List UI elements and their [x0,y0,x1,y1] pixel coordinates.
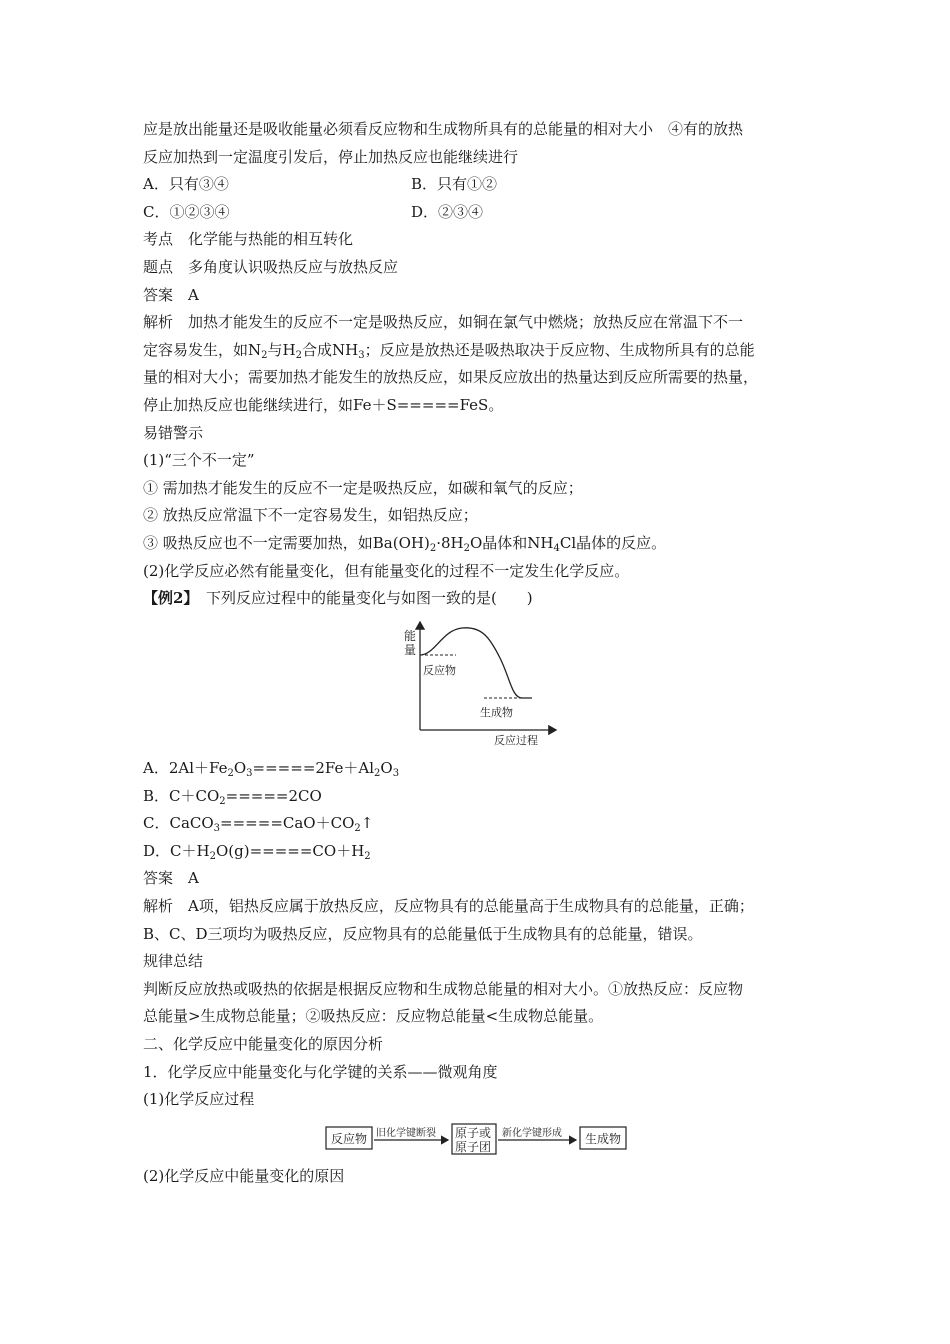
answer-line: 答案 A [143,869,199,888]
analysis-line: B、C、D三项均为吸热反应，反应物具有的总能量低于生成物具有的总能量，错误。 [143,924,703,943]
energy-curve [420,628,532,698]
bond-breaking-label: 旧化学键断裂 [376,1128,436,1139]
warning-subtitle: (2)化学反应必然有能量变化，但有能量变化的过程不一定发生化学反应。 [143,561,630,580]
analysis-line: 解析 A项，铝热反应属于放热反应，反应物具有的总能量高于生成物具有的总能量，正确； [143,896,754,915]
option-row [143,171,823,199]
product-label: 生成物 [480,706,513,719]
text-line: 应是放出能量还是吸收能量必须看反应物和生成物所具有的总能量的相对大小 ④有的放热 [143,120,744,138]
summary-line: 总能量>生成物总能量；②吸热反应：反应物总能量<生成物总能量。 [143,1007,604,1026]
energy-diagram [360,618,560,752]
warning-item: ② 放热反应常温下不一定容易发生，如铝热反应； [143,506,478,525]
y-axis-label-1: 能 [404,629,417,643]
warning-title: 易错警示 [143,423,204,442]
reaction-process-diagram [322,1122,628,1156]
kaodian-line: 考点 化学能与热能的相互转化 [143,230,354,249]
section-subtitle: 1．化学反应中能量变化与化学键的关系——微观角度 [143,1062,498,1081]
example-options-section [143,755,833,1114]
section-subtitle: (2)化学反应中能量变化的原因 [143,1167,345,1185]
section-subtitle: (1)化学反应过程 [143,1090,255,1109]
y-axis-label-2: 量 [404,643,417,657]
reactant-label: 反应物 [423,664,456,677]
option-b: B．只有①② [411,175,498,194]
option-d: D．$C+H_2O(g)=====CO+H_2$ [143,841,371,862]
analysis-line: 量的相对大小；需要加热才能发生的放热反应，如果反应放出的热量达到反应所需要的热量， [143,368,759,387]
x-axis-label: 反应过程 [494,734,538,747]
option-c: C．①②③④ [143,202,230,221]
atom-box-label-1: 原子或 [455,1126,492,1140]
tail-section [143,1163,344,1191]
atom-box-label-2: 原子团 [455,1140,492,1154]
answer-line: 答案 A [143,285,199,304]
section-title: 二、化学反应中能量变化的原因分析 [143,1034,384,1053]
document-body [143,116,823,613]
warning-item: ③ 吸热反应也不一定需要加热，如$Ba(OH)_2\cdot 8H_2O$晶体和$NH_4Cl$晶体的反应。 [143,533,667,554]
summary-line: 判断反应放热或吸热的依据是根据反应物和生成物总能量的相对大小。①放热反应：反应物 [143,979,744,998]
option-b: B．$C+CO_2=====2CO$ [143,786,322,807]
warning-subtitle: (1)“三个不一定” [143,451,255,470]
option-a: A．只有③④ [143,175,229,194]
reactant-box-label: 反应物 [331,1132,368,1146]
product-box-label: 生成物 [585,1132,622,1146]
option-row [143,199,823,227]
example-question: 下列反应过程中的能量变化与如图一致的是( ) [205,589,533,608]
summary-title: 规律总结 [143,952,204,971]
warning-item: ① 需加热才能发生的反应不一定是吸热反应，如碳和氧气的反应； [143,478,583,497]
option-c: C．$CaCO_3=====CaO+CO_2↑$ [143,814,374,835]
tidian-line: 题点 多角度认识吸热反应与放热反应 [143,257,399,276]
example-tag: 【例2】 [143,589,191,608]
analysis-line: 定容易发生，如$N_2$与$H_2$合成$NH_3$；反应是放热还是吸热取决于反应物、生成物所具有的总能 [143,340,755,361]
option-a: A．$2Al+Fe_2O_3=====2Fe+Al_2O_3$ [143,759,400,779]
analysis-line: 停止加热反应也能继续进行，如Fe＋S=====FeS。 [143,395,504,414]
text-line: 反应加热到一定温度引发后，停止加热反应也能继续进行 [143,147,519,166]
option-d: D．②③④ [411,202,484,221]
bond-forming-label: 新化学键形成 [502,1128,562,1139]
analysis-line: 解析 加热才能发生的反应不一定是吸热反应，如铜在氯气中燃烧；放热反应在常温下不一 [143,313,744,332]
example-line [143,585,823,613]
